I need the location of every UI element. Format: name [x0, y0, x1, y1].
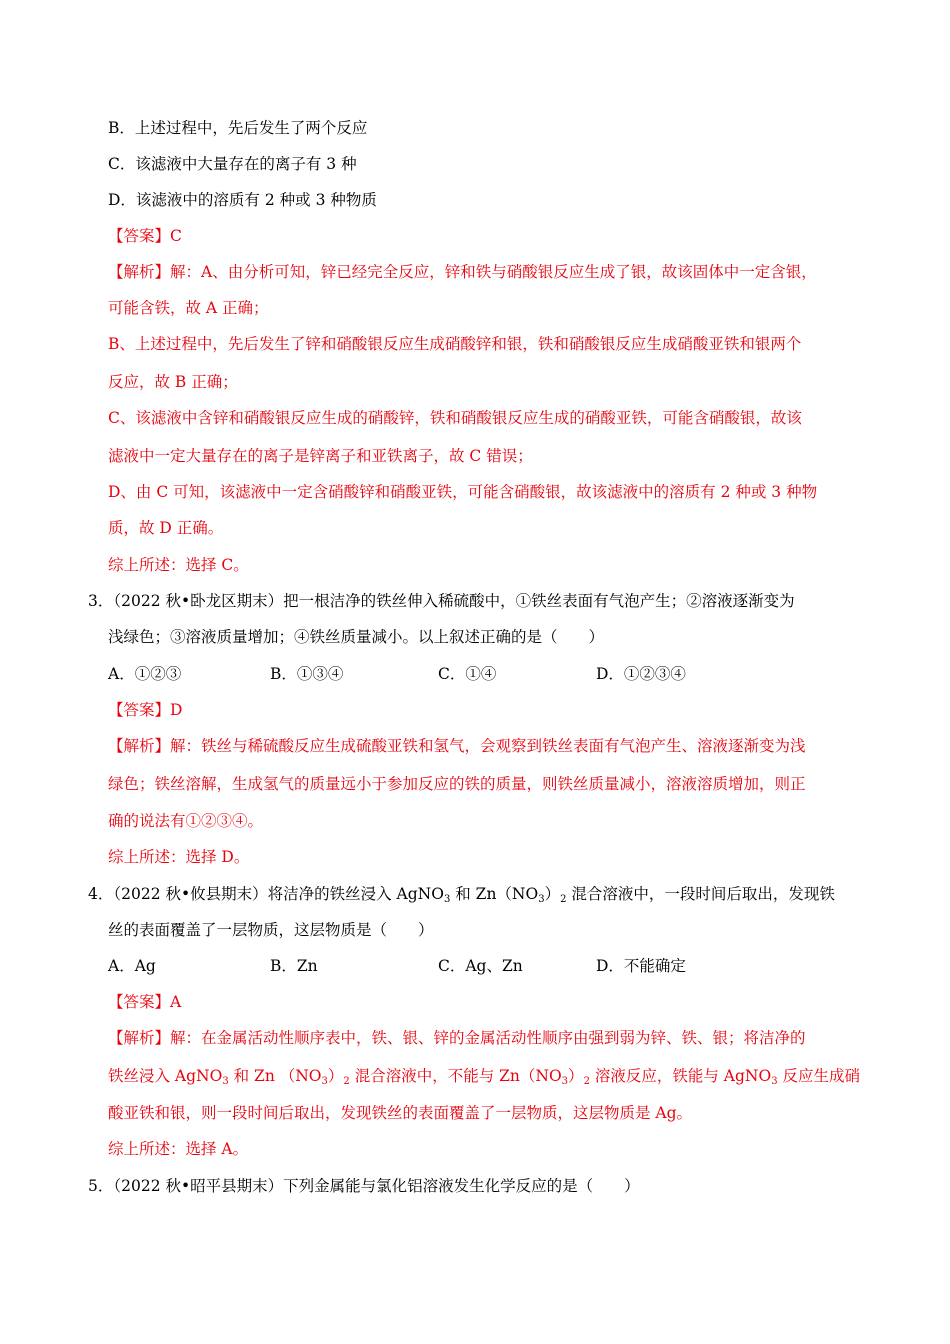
q2-answer: 【答案】C — [108, 227, 182, 245]
q3-summary: 综上所述：选择 D。 — [108, 848, 250, 866]
q2-option-c: C．该滤液中大量存在的离子有 3 种 — [108, 155, 357, 173]
q2-analysis-line: B、上述过程中，先后发生了锌和硝酸银反应生成硝酸锌和银，铁和硝酸银反应生成硝酸亚铁和银两个 — [108, 335, 802, 353]
q4-option-a: A．Ag — [108, 957, 156, 975]
q2-option-d: D．该滤液中的溶质有 2 种或 3 种物质 — [108, 191, 377, 209]
q3-option-a: A．①②③ — [108, 665, 182, 683]
q2-analysis-line: 质，故 D 正确。 — [108, 519, 224, 537]
q3-option-d: D．①②③④ — [596, 665, 686, 683]
q3-option-b: B．①③④ — [270, 665, 344, 683]
q4-option-d: D．不能确定 — [596, 957, 686, 975]
q5-stem: 5．（2022 秋•昭平县期末）下列金属能与氯化铝溶液发生化学反应的是（ ） — [88, 1177, 640, 1195]
q4-option-b: B．Zn — [270, 957, 318, 975]
q4-analysis-line: 铁丝浸入 AgNO$_3$ 和 Zn $(NO_3)_2$ 混合溶液中，不能与 $Zn(NO_3)_2$ 溶液反应，铁能与 AgNO$_3$ 反应生成硝 — [108, 1067, 860, 1087]
q3-analysis-line: 【解析】解：铁丝与稀硫酸反应生成硫酸亚铁和氢气，会观察到铁丝表面有气泡产生、溶液逐渐变为浅 — [108, 737, 806, 755]
q3-stem: 浅绿色；③溶液质量增加；④铁丝质量减小。以上叙述正确的是（ ） — [108, 628, 605, 646]
q4-analysis-line: 【解析】解：在金属活动性顺序表中，铁、银、锌的金属活动性顺序由强到弱为锌、铁、银；将洁净的 — [108, 1029, 806, 1047]
q2-analysis-line: C、该滤液中含锌和硝酸银反应生成的硝酸锌，铁和硝酸银反应生成的硝酸亚铁，可能含硝酸银，故该 — [108, 409, 802, 427]
q4-answer: 【答案】A — [108, 993, 182, 1011]
q2-analysis-line: 【解析】解：A、由分析可知，锌已经完全反应，锌和铁与硝酸银反应生成了银，故该固体中一定含银， — [108, 263, 817, 281]
q4-stem: 丝的表面覆盖了一层物质，这层物质是（ ） — [108, 921, 434, 939]
q2-analysis-line: 滤液中一定大量存在的离子是锌离子和亚铁离子，故 C 错误； — [108, 447, 533, 465]
q2-analysis-line: D、由 C 可知，该滤液中一定含硝酸锌和硝酸亚铁，可能含硝酸银，故该滤液中的溶质有 2 种或 3 种物 — [108, 483, 818, 501]
q2-analysis-line: 反应，故 B 正确； — [108, 373, 238, 391]
q4-analysis-line: 酸亚铁和银，则一段时间后取出，发现铁丝的表面覆盖了一层物质，这层物质是 Ag。 — [108, 1104, 693, 1122]
q3-stem: 3．（2022 秋•卧龙区期末）把一根洁净的铁丝伸入稀硫酸中，①铁丝表面有气泡产生；②溶液逐渐变为 — [88, 592, 795, 610]
q3-analysis-line: 确的说法有①②③④。 — [108, 812, 264, 830]
q2-option-b: B．上述过程中，先后发生了两个反应 — [108, 119, 368, 137]
q4-summary: 综上所述：选择 A。 — [108, 1140, 249, 1158]
q3-option-c: C．①④ — [438, 665, 497, 683]
q2-analysis-line: 可能含铁，故 A 正确； — [108, 299, 269, 317]
q3-answer: 【答案】D — [108, 701, 183, 719]
q4-option-c: C．Ag、Zn — [438, 957, 523, 975]
q2-summary: 综上所述：选择 C。 — [108, 556, 249, 574]
q3-analysis-line: 绿色；铁丝溶解，生成氢气的质量远小于参加反应的铁的质量，则铁丝质量减小，溶液溶质增加，则正 — [108, 775, 806, 793]
q4-stem: 4．（2022 秋•攸县期末）将洁净的铁丝浸入 AgNO$_3$ 和 $Zn(NO_3)_2$ 混合溶液中，一段时间后取出，发现铁 — [88, 885, 835, 905]
